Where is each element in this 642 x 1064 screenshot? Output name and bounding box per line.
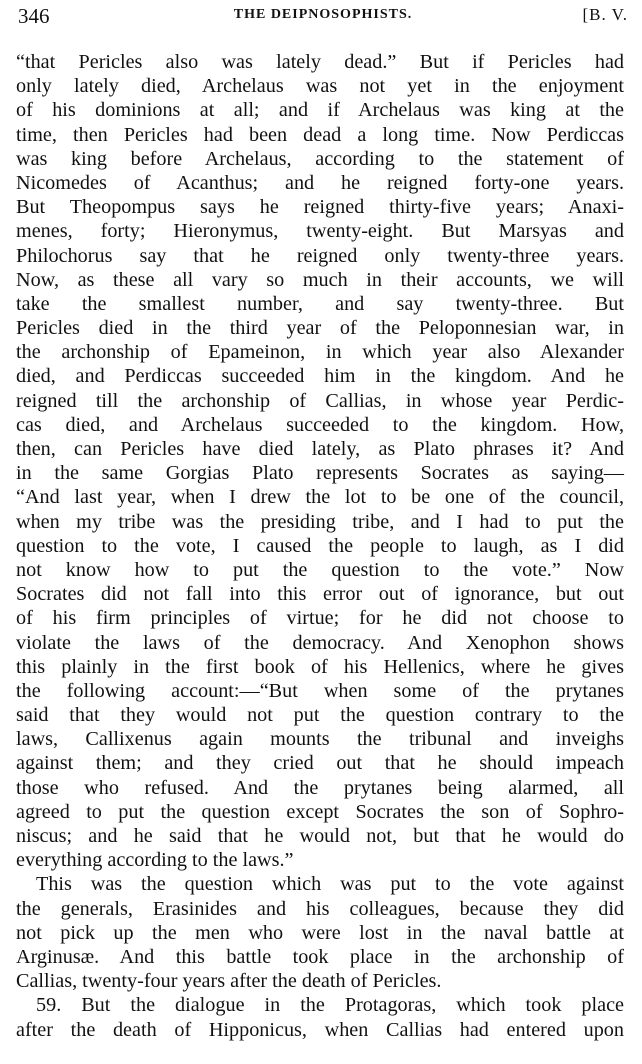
body-text — [16, 50, 624, 1042]
text-line: was king before Archelaus, according to the statement of — [16, 147, 624, 170]
text-line: after the death of Hipponicus, when Callias had entered upon — [16, 1018, 624, 1041]
text-line: This was the question which was put to the vote against — [36, 873, 624, 896]
text-line: of his dominions at all; and if Archelaus was king at the — [16, 99, 624, 122]
text-line: the archonship of Epameinon, in which year also Alexander — [16, 341, 624, 364]
text-line: “that Pericles also was lately dead.” But if Pericles had — [16, 51, 624, 73]
text-line: of his firm principles of virtue; for he did not choose to — [16, 607, 624, 630]
text-line: 59. But the dialogue in the Protagoras, which took place — [36, 994, 624, 1017]
text-line: menes, forty; Hieronymus, twenty-eight. But Marsyas and — [16, 220, 624, 243]
running-title: THE DEIPNOSOPHISTS. — [233, 7, 413, 22]
text-line: reigned till the archonship of Callias, in whose year Perdic- — [16, 389, 624, 412]
text-line: this plainly in the first book of his Hellenics, where he gives — [16, 655, 624, 678]
text-line: Callias, twenty-four years after the death of Pericles. — [16, 970, 442, 993]
text-line: But Theopompus says he reigned thirty-five years; Anaxi- — [16, 196, 624, 219]
text-line: in the same Gorgias Plato represents Socrates as saying— — [16, 462, 624, 485]
text-line: violate the laws of the democracy. And Xenophon shows — [16, 631, 624, 654]
text-line: against them; and they cried out that he should impeach — [16, 752, 624, 775]
text-line: not know how to put the question to the vote.” Now — [16, 558, 624, 581]
book-reference: [B. V. — [582, 5, 628, 24]
text-line: when my tribe was the presiding tribe, and I had to put the — [16, 510, 624, 533]
text-line: agreed to put the question except Socrates the son of Sophro- — [16, 800, 624, 823]
text-line: Now, as these all vary so much in their accounts, we will — [16, 268, 624, 291]
text-line: the generals, Erasinides and his colleagues, because they did — [16, 897, 624, 920]
text-line: said that they would not put the question contrary to the — [16, 704, 624, 727]
text-line: Nicomedes of Acanthus; and he reigned forty-one years. — [16, 171, 624, 194]
text-line: cas died, and Archelaus succeeded to the kingdom. How, — [16, 413, 624, 436]
text-line: Socrates did not fall into this error out of ignorance, but out — [16, 583, 624, 606]
text-line: take the smallest number, and say twenty-three. But — [16, 292, 624, 315]
text-line: laws, Callixenus again mounts the tribunal and inveighs — [16, 728, 624, 751]
text-line: “And last year, when I drew the lot to be one of the council, — [16, 486, 624, 509]
text-line: Pericles died in the third year of the Peloponnesian war, in — [16, 317, 624, 340]
text-line: the following account:—“But when some of the prytanes — [16, 679, 624, 702]
text-line: died, and Perdiccas succeeded him in the kingdom. And he — [16, 365, 624, 388]
text-line: question to the vote, I caused the people to laugh, as I did — [16, 534, 624, 557]
page-header — [18, 4, 628, 30]
text-line: time, then Pericles had been dead a long time. Now Perdiccas — [16, 123, 624, 146]
page-number: 346 — [18, 4, 50, 28]
text-line: only lately died, Archelaus was not yet in the enjoyment — [16, 75, 624, 98]
text-line: those who refused. And the prytanes being alarmed, all — [16, 776, 624, 799]
text-line: niscus; and he said that he would not, but that he would do — [16, 825, 624, 847]
text-line: not pick up the men who were lost in the naval battle at — [16, 921, 624, 944]
text-line: Arginusæ. And this battle took place in the archonship of — [16, 945, 624, 968]
text-line: everything according to the laws.” — [16, 849, 294, 872]
text-line: Philochorus say that he reigned only twenty-three years. — [16, 244, 624, 267]
text-line: then, can Pericles have died lately, as Plato phrases it? And — [16, 438, 624, 460]
